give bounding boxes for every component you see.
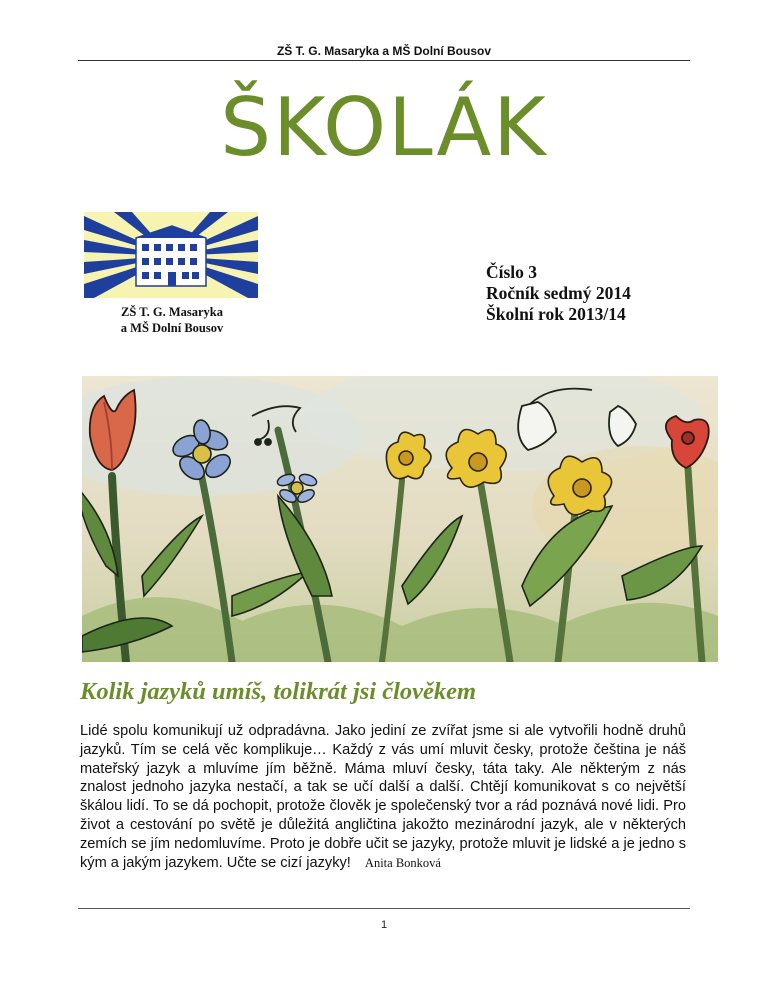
article-text: Lidé spolu komunikují už odpradávna. Jako jediní ze zvířat jsme si ale vytvořili hodně druhů jazyků. Tím se celá věc komplikuje… Každý z vás umí mluvit česky, protože čeština je náš mateřský jazyk a mluvíme jím běžně. Máma mluví česky, táta taky. Ale některým z nás znalost jednoho jazyka nestačí, a tak se učí další a další. Chtějí komunikovat s co největší škálou lidí. To se dá pochopit, protože člověk je společenský tvor a rád poznává nové lidi. Pro život a cestování po světě je důležitá angličtina jakožto mezinárodní jazyk, ale v některých zemích se jím nedomluvíme. Proto je dobře učit se jazyky, protože mluvit je lidské a je jedno s kým a jakým jazykem. Učte se cizí jazyky! [80,723,686,871]
article-author: Anita Bonková [364,855,441,870]
logo-caption [84,304,260,336]
logo-caption-line1: ZŠ T. G. Masaryka [121,305,223,319]
school-building-logo-icon [84,212,258,298]
article-title: Kolik jazyků umíš, tolikrát jsi člověkem [80,678,477,705]
footer-divider [78,908,690,909]
issue-number: Číslo 3 [486,262,538,282]
header-divider [78,60,690,61]
issue-volume: Ročník sedmý 2014 [486,283,631,303]
issue-info [486,262,631,325]
masthead-title: ŠKOLÁK [220,81,548,174]
flower-drawing-image [82,376,718,662]
page-number: 1 [380,919,388,931]
issue-school-year: Školní rok 2013/14 [486,304,626,324]
article-body [80,722,686,872]
logo-caption-line2: a MŠ Dolní Bousov [120,321,224,335]
header-school-name: ZŠ T. G. Masaryka a MŠ Dolní Bousov [276,44,492,58]
